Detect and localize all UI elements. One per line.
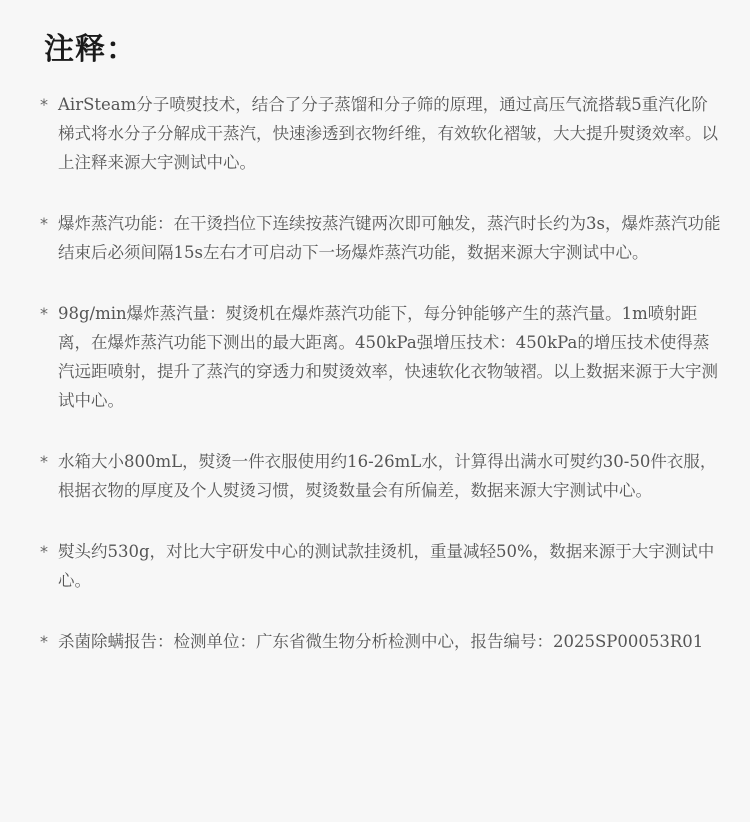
asterisk-bullet-icon: *	[40, 632, 48, 651]
asterisk-bullet-icon: *	[40, 214, 48, 233]
note-item-water-tank	[0, 447, 750, 505]
asterisk-bullet-icon: *	[40, 304, 48, 323]
note-item-steam-output	[0, 299, 750, 415]
note-text: AirSteam分子喷熨技术，结合了分子蒸馏和分子筛的原理，通过高压气流搭载5重汽化阶梯式将水分子分解成干蒸汽，快速渗透到衣物纤维，有效软化褶皱，大大提升熨烫效率。以上注释来源大宇测试中心。	[58, 95, 718, 172]
note-text: 杀菌除螨报告：检测单位：广东省微生物分析检测中心，报告编号：2025SP00053R01	[58, 632, 704, 651]
asterisk-bullet-icon: *	[40, 95, 48, 114]
note-item-iron-head-weight	[0, 537, 750, 595]
note-item-airsteam	[0, 90, 750, 177]
note-text: 水箱大小800mL，熨烫一件衣服使用约16-26mL水，计算得出满水可熨约30-50件衣服，根据衣物的厚度及个人熨烫习惯，熨烫数量会有所偏差，数据来源大宇测试中心。	[58, 452, 717, 500]
page-title: 注释：	[44, 32, 137, 67]
notes-list	[0, 90, 750, 656]
note-text: 熨头约530g，对比大宇研发中心的测试款挂烫机，重量减轻50%，数据来源于大宇测试中心。	[58, 542, 715, 590]
note-item-test-report	[0, 627, 750, 656]
note-text: 98g/min爆炸蒸汽量：熨烫机在爆炸蒸汽功能下，每分钟能够产生的蒸汽量。1m喷射距离，在爆炸蒸汽功能下测出的最大距离。450kPa强增压技术：450kPa的增压技术使得蒸汽远距喷射，提升了蒸汽的穿透力和熨烫效率，快速软化衣物皱褶。以上数据来源于大宇测试中心。	[58, 304, 718, 410]
asterisk-bullet-icon: *	[40, 542, 48, 561]
note-item-burst-steam	[0, 209, 750, 267]
note-text: 爆炸蒸汽功能：在干烫挡位下连续按蒸汽键两次即可触发，蒸汽时长约为3s，爆炸蒸汽功能结束后必须间隔15s左右才可启动下一场爆炸蒸汽功能，数据来源大宇测试中心。	[58, 214, 721, 262]
asterisk-bullet-icon: *	[40, 452, 48, 471]
